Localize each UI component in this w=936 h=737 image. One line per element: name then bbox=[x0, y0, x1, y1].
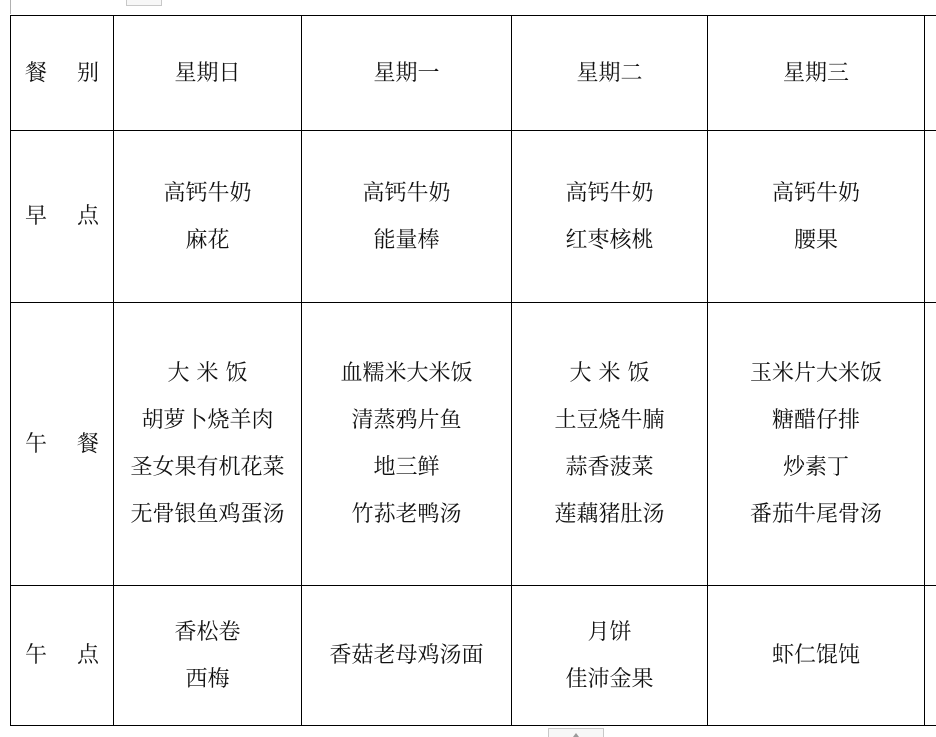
menu-item: 大 米 饭 bbox=[167, 361, 248, 386]
menu-item: 腰果 bbox=[793, 227, 838, 253]
row-label-lunch bbox=[11, 303, 114, 586]
cut-off-column bbox=[925, 303, 936, 586]
page-corner-mark bbox=[0, 0, 11, 14]
row-label-afternoon-snack bbox=[11, 586, 114, 726]
meal-type-header-char-2: 别 bbox=[77, 60, 100, 86]
menu-item: 清蒸鸦片鱼 bbox=[351, 408, 462, 433]
menu-cell bbox=[114, 303, 302, 586]
menu-item: 大 米 饭 bbox=[569, 361, 650, 386]
menu-item: 胡萝卜烧羊肉 bbox=[141, 408, 274, 433]
row-label-char-1: 午 bbox=[24, 431, 47, 457]
menu-item: 圣女果有机花菜 bbox=[130, 455, 285, 480]
row-label-char-1: 午 bbox=[24, 643, 47, 668]
menu-item: 香菇老母鸡汤面 bbox=[329, 643, 484, 668]
cut-off-column bbox=[925, 586, 936, 726]
menu-cell bbox=[708, 303, 925, 586]
menu-item: 玉米片大米饭 bbox=[749, 361, 882, 386]
menu-item: 红枣核桃 bbox=[565, 227, 654, 253]
menu-item: 麻花 bbox=[185, 227, 230, 253]
menu-item: 西梅 bbox=[185, 666, 230, 692]
menu-item: 佳沛金果 bbox=[565, 666, 654, 692]
menu-cell bbox=[302, 303, 512, 586]
menu-cell bbox=[302, 131, 512, 303]
row-label-breakfast-snack bbox=[11, 131, 114, 303]
day-header-tuesday: 星期二 bbox=[512, 16, 708, 131]
day-header-sunday: 星期日 bbox=[114, 16, 302, 131]
menu-item: 香松卷 bbox=[174, 619, 241, 645]
day-header-wednesday: 星期三 bbox=[708, 16, 925, 131]
menu-item: 蒜香菠菜 bbox=[565, 455, 654, 480]
menu-item: 莲藕猪肚汤 bbox=[554, 502, 665, 527]
menu-item: 月饼 bbox=[587, 619, 632, 645]
menu-item: 炒素丁 bbox=[782, 455, 849, 480]
menu-item: 能量棒 bbox=[373, 227, 440, 253]
menu-cell bbox=[114, 586, 302, 726]
menu-item: 虾仁馄饨 bbox=[771, 643, 860, 668]
meal-type-header-char-1: 餐 bbox=[24, 60, 47, 86]
menu-item: 地三鲜 bbox=[373, 455, 440, 480]
menu-cell bbox=[512, 131, 708, 303]
header-row bbox=[11, 16, 936, 131]
menu-item: 无骨银鱼鸡蛋汤 bbox=[130, 502, 285, 527]
row-label-char-2: 点 bbox=[77, 204, 100, 229]
menu-cell bbox=[708, 131, 925, 303]
breakfast-snack-row bbox=[11, 131, 936, 303]
menu-item: 高钙牛奶 bbox=[771, 180, 860, 206]
cut-off-column bbox=[925, 16, 936, 131]
menu-item: 高钙牛奶 bbox=[362, 180, 451, 206]
row-label-char-2: 餐 bbox=[77, 431, 100, 457]
menu-item: 竹荪老鸭汤 bbox=[351, 502, 462, 527]
cut-off-column bbox=[925, 131, 936, 303]
day-header-monday: 星期一 bbox=[302, 16, 512, 131]
menu-cell bbox=[512, 586, 708, 726]
menu-item: 番茄牛尾骨汤 bbox=[749, 502, 882, 527]
weekly-meal-table bbox=[10, 15, 936, 726]
menu-item: 高钙牛奶 bbox=[163, 180, 252, 206]
menu-item: 血糯米大米饭 bbox=[340, 361, 473, 386]
menu-cell bbox=[512, 303, 708, 586]
menu-cell bbox=[708, 586, 925, 726]
row-label-char-2: 点 bbox=[77, 643, 100, 668]
menu-item: 糖醋仔排 bbox=[771, 408, 860, 433]
meal-type-header bbox=[11, 16, 114, 131]
afternoon-snack-row bbox=[11, 586, 936, 726]
menu-item: 高钙牛奶 bbox=[565, 180, 654, 206]
row-label-char-1: 早 bbox=[24, 204, 47, 229]
table-resize-handle[interactable] bbox=[548, 728, 604, 737]
table-move-handle[interactable] bbox=[126, 0, 162, 6]
menu-cell bbox=[302, 586, 512, 726]
lunch-row bbox=[11, 303, 936, 586]
menu-cell bbox=[114, 131, 302, 303]
menu-item: 土豆烧牛腩 bbox=[554, 408, 665, 433]
